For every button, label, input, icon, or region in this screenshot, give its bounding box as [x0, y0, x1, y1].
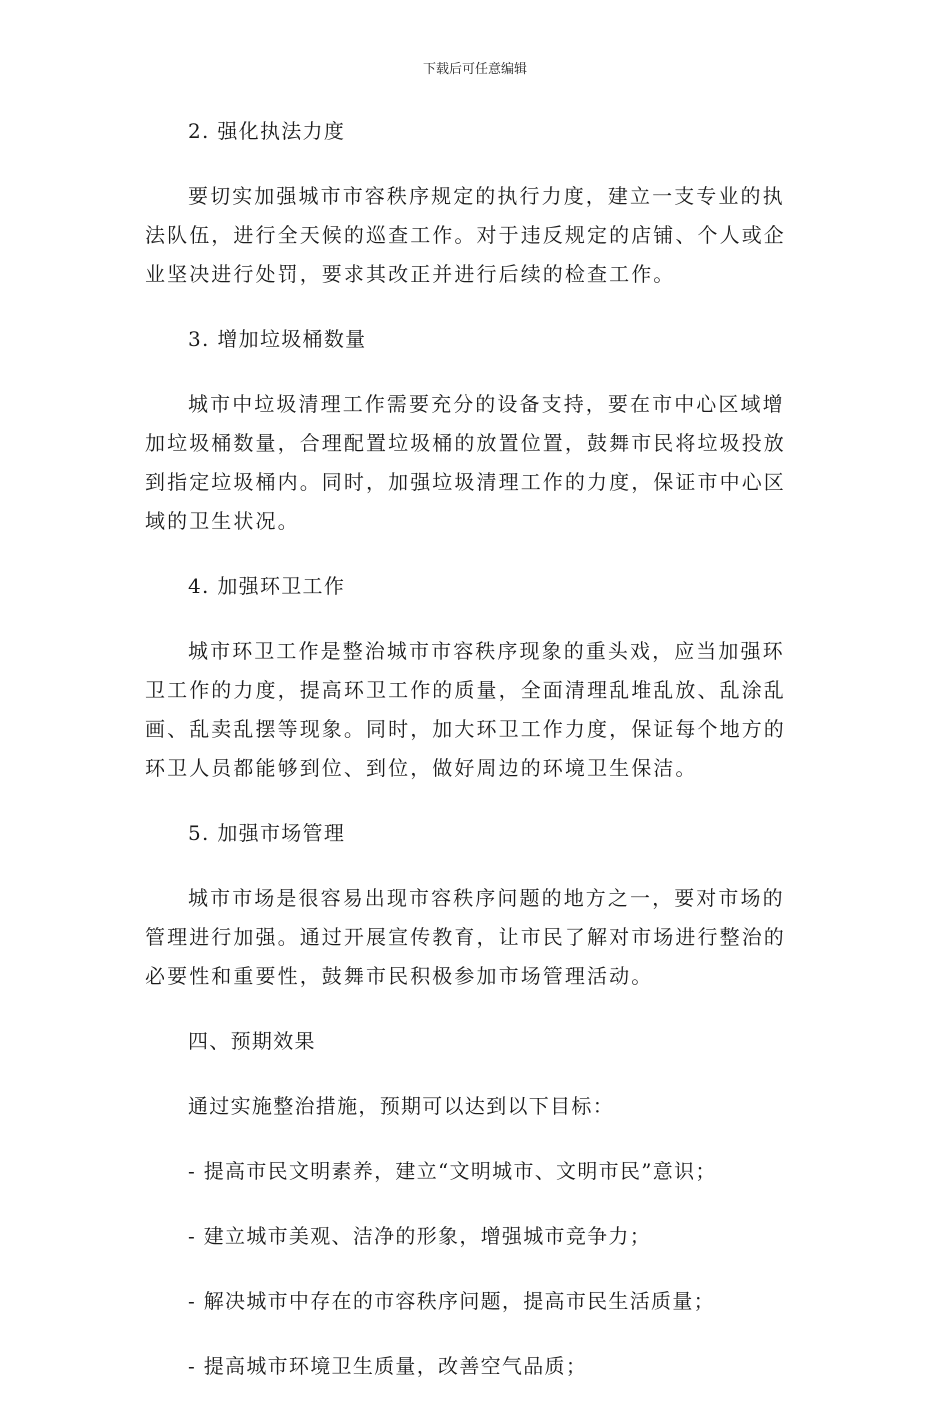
paragraph-line: 要切实加强城市市容秩序规定的执行力度，建立一支专业的执: [188, 184, 785, 208]
paragraph-line: 城市环卫工作是整治城市市容秩序现象的重头戏，应当加强环: [188, 639, 785, 663]
document-body: [145, 112, 795, 1412]
section-paragraph: [145, 177, 795, 294]
section-paragraph: [145, 385, 795, 541]
section-paragraph: [145, 632, 795, 788]
paragraph-line: 画、乱卖乱摆等现象。同时，加大环卫工作力度，保证每个地方的: [145, 717, 786, 741]
section-paragraph: [145, 879, 795, 996]
section-heading: 5. 加强市场管理: [188, 821, 346, 845]
paragraph-line: 环卫人员都能够到位、到位，做好周边的环境卫生保洁。: [145, 756, 698, 780]
section-heading: 3. 增加垃圾桶数量: [188, 327, 367, 351]
section-heading: 2. 强化执法力度: [188, 119, 346, 143]
paragraph-line: 管理进行加强。通过开展宣传教育，让市民了解对市场进行整治的: [145, 925, 786, 949]
section-heading: 四、预期效果: [188, 1029, 316, 1053]
section-heading: 4. 加强环卫工作: [188, 574, 346, 598]
page-header-note: 下载后可任意编辑: [422, 62, 527, 77]
bullet-item: - 建立城市美观、洁净的形象，增强城市竞争力；: [188, 1224, 652, 1248]
paragraph-line: 城市市场是很容易出现市容秩序问题的地方之一，要对市场的: [188, 886, 785, 910]
paragraph-line: 业坚决进行处罚，要求其改正并进行后续的检查工作。: [145, 262, 676, 286]
bullet-item: - 提高城市环境卫生质量，改善空气品质；: [188, 1354, 588, 1378]
paragraph-line: 卫工作的力度，提高环卫工作的质量，全面清理乱堆乱放、乱涂乱: [145, 678, 786, 702]
paragraph-line: 法队伍，进行全天候的巡查工作。对于违反规定的店铺、个人或企: [145, 223, 786, 247]
paragraph-line: 必要性和重要性，鼓舞市民积极参加市场管理活动。: [145, 964, 654, 988]
intro-line: 通过实施整治措施，预期可以达到以下目标：: [188, 1094, 614, 1118]
bullet-item: - 提高市民文明素养，建立“文明城市、文明市民”意识；: [188, 1159, 717, 1183]
paragraph-line: 到指定垃圾桶内。同时，加强垃圾清理工作的力度，保证市中心区: [145, 470, 786, 494]
bullet-item: - 解决城市中存在的市容秩序问题，提高市民生活质量；: [188, 1289, 715, 1313]
paragraph-line: 域的卫生状况。: [145, 509, 300, 533]
paragraph-line: 城市中垃圾清理工作需要充分的设备支持，要在市中心区域增: [188, 392, 785, 416]
paragraph-line: 加垃圾桶数量，合理配置垃圾桶的放置位置，鼓舞市民将垃圾投放: [145, 431, 786, 455]
